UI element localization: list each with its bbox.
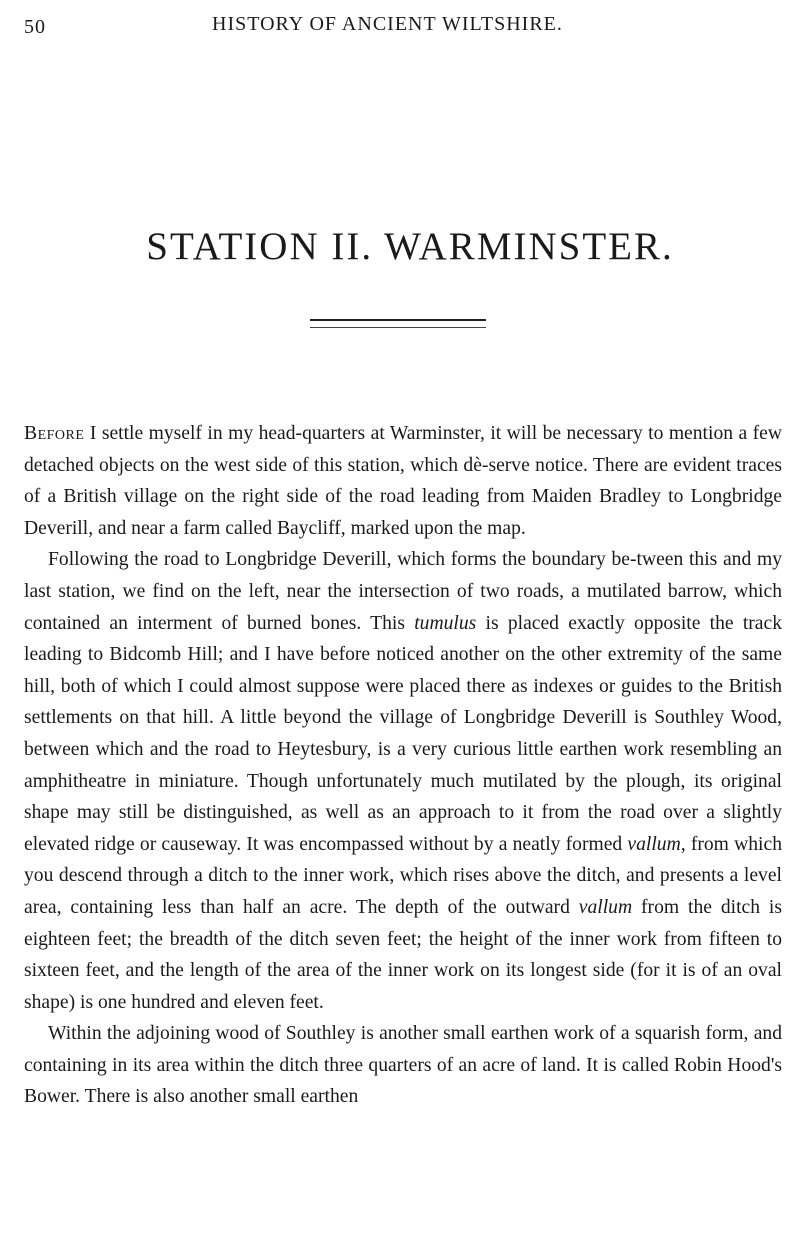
running-title: HISTORY OF ANCIENT WILTSHIRE. bbox=[212, 13, 563, 35]
page-number: 50 bbox=[24, 16, 46, 38]
paragraph-2-text-d: from the ditch is eighteen feet; the breadth of the ditch seven feet; the height of the inner work from fifteen to sixteen feet, and the length of the area of the inner work on its longest side (for it is of an oval shape) is one hundred and eleven feet. bbox=[24, 896, 782, 1013]
paragraph-2 bbox=[24, 544, 782, 1018]
paragraph-2-text-a: Following the road to Longbridge Deverill, which forms the boundary be-tween this and my last station, we find on the left, near the intersection of two roads, a mutilated barrow, which contained an interment of burned bones. This bbox=[24, 549, 782, 634]
paragraph-1 bbox=[24, 418, 782, 544]
italic-tumulus: tumulus bbox=[414, 612, 477, 634]
opening-word: Before bbox=[24, 423, 85, 444]
paragraph-2-text-c: from which you descend through a ditch to the inner work, which rises above the ditch, and presents a level area, containing less than half an acre. The depth of the outward bbox=[24, 833, 782, 918]
italic-vallum-2: vallum bbox=[578, 896, 633, 918]
station-heading: STATION II. WARMINSTER. bbox=[146, 225, 674, 268]
paragraph-3-text: Within the adjoining wood of Southley is another small earthen work of a squarish form, and containing in its area within the ditch three quarters of an acre of land. It is called Robin Hood's Bower. There is also another small earthen bbox=[24, 1023, 782, 1108]
paragraph-1-text: I settle myself in my head-quarters at Warminster, it will be necessary to mention a few detached objects on the west side of this station, which dè-serve notice. There are evident traces of a British village on the right side of the road leading from Maiden Bradley to Longbridge Deverill, and near a farm called Baycliff, marked upon the map. bbox=[24, 423, 782, 539]
body-text bbox=[24, 418, 782, 1113]
running-head bbox=[24, 10, 776, 42]
italic-vallum: vallum, bbox=[627, 833, 686, 855]
paragraph-3 bbox=[24, 1018, 782, 1113]
paragraph-2-text-b: is placed exactly opposite the track leading to Bidcomb Hill; and I have before noticed another on the other extremity of the same hill, both of which I could almost suppose were placed there as indexes or guides to the British settlements on that hill. A little beyond the village of Longbridge Deverill is Southley Wood, between which and the road to Heytesbury, is a very curious little earthen work resembling an amphitheatre in miniature. Though unfortunately much mutilated by the plough, its original shape may still be distinguished, as well as an approach to it from the road over a slightly elevated ridge or causeway. It was encompassed without by a neatly formed bbox=[24, 612, 782, 855]
decorative-rule bbox=[310, 319, 486, 328]
